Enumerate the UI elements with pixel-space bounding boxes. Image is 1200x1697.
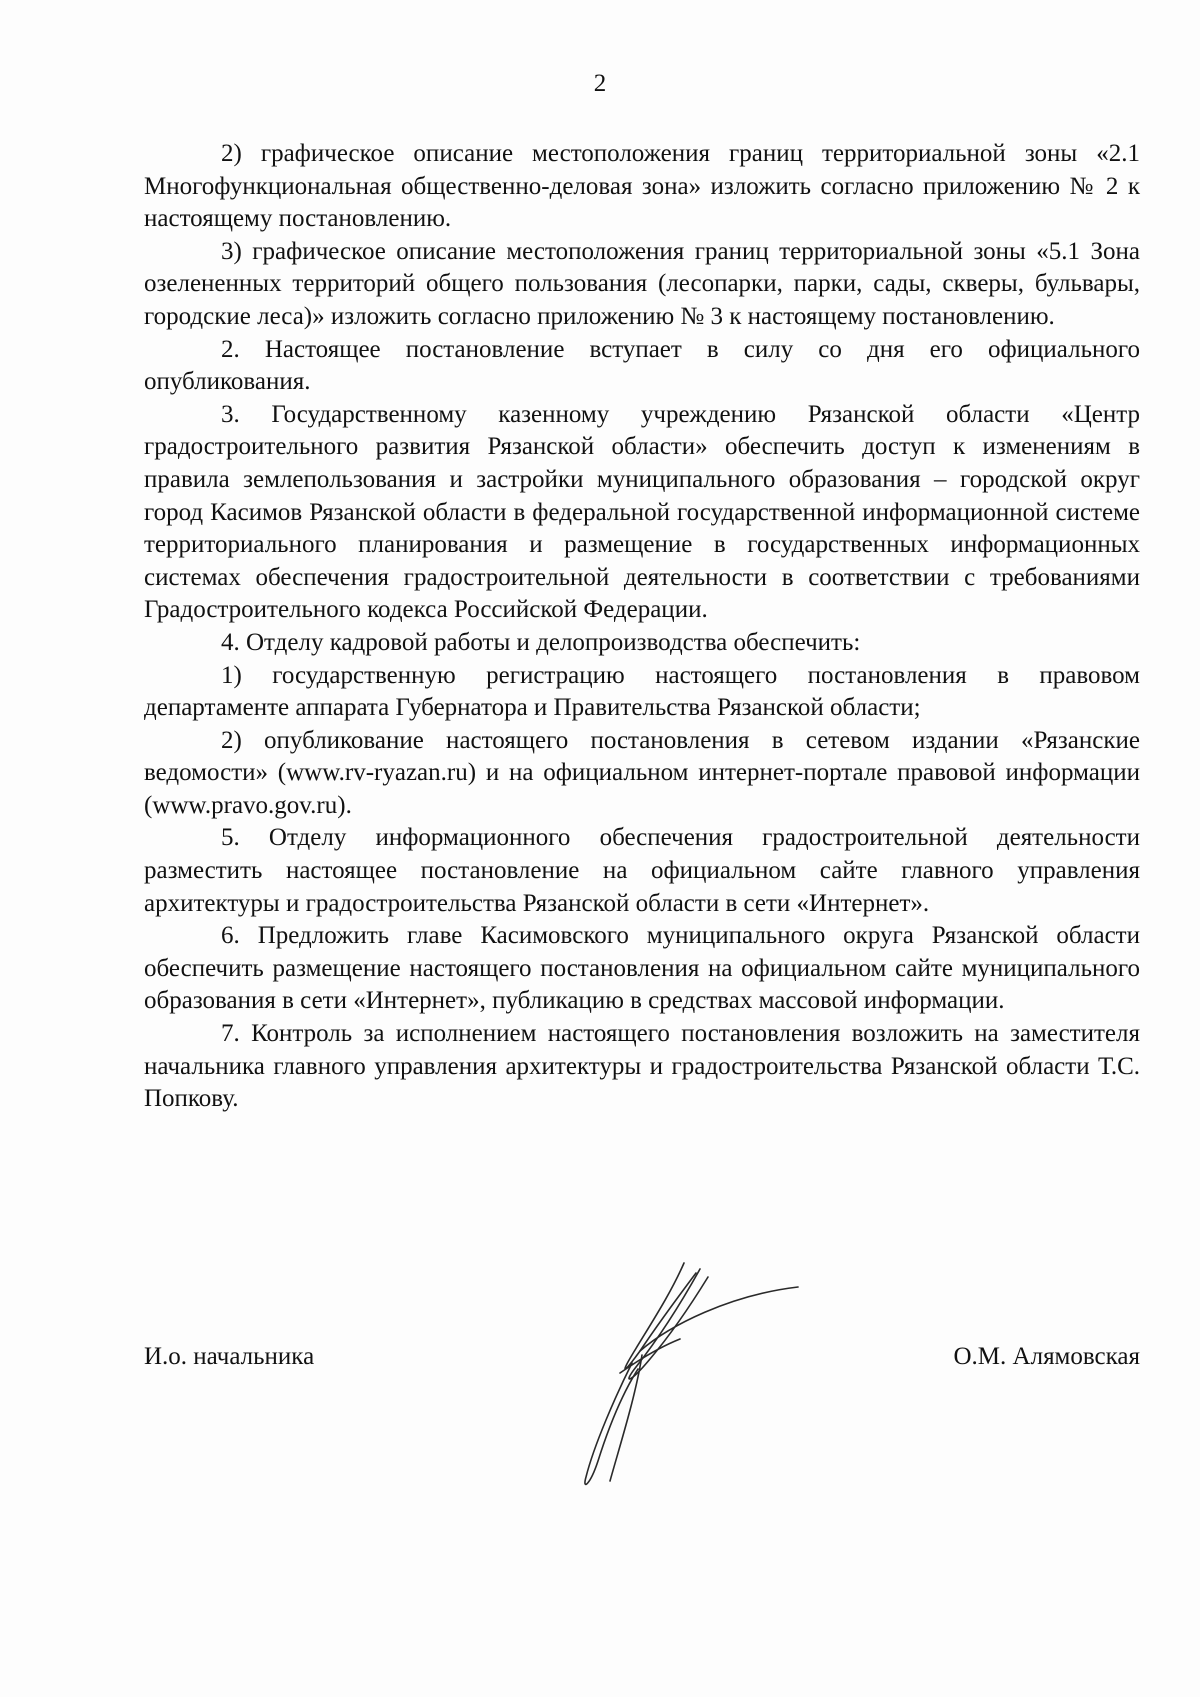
paragraph-4-2-publication: 2) опубликование настоящего постановления в сетевом издании «Рязанские ведомости» (www.rv-ryazan.ru) и на официальном интернет-портале правовой информации (www.pravo.gov.ru). [144, 726, 1140, 819]
paragraph-2-effective-date: 2. Настоящее постановление вступает в силу со дня его официального опубликования. [144, 335, 1140, 396]
page-number: 2 [593, 70, 607, 97]
document-body [144, 138, 1140, 1116]
signatory-position: И.о. начальника [144, 1343, 315, 1370]
paragraph-1-3-zone-description: 3) графическое описание местоположения границ территориальной зоны «5.1 Зона озелененных территорий общего пользования (лесопарки, парки, сады, скверы, бульвары, городские леса)» изложить согласно приложению № 3 к настоящему постановлению. [144, 237, 1140, 330]
paragraph-4-1-registration: 1) государственную регистрацию настоящего постановления в правовом департаменте аппарата Губернатора и Правительства Рязанской области; [144, 661, 1140, 722]
paragraph-6-municipal-posting: 6. Предложить главе Касимовского муниципального округа Рязанской области обеспечить размещение настоящего постановления на официальном сайте муниципального образования в сети «Интернет», публикацию в средствах массовой информации. [144, 922, 1140, 1015]
paragraph-5-website-posting: 5. Отделу информационного обеспечения градостроительной деятельности разместить настоящее постановление на официальном сайте главного управления архитектуры и градостроительства Рязанской области в сети «Интернет». [144, 824, 1140, 917]
paragraph-7-control: 7. Контроль за исполнением настоящего постановления возложить на заместителя начальника главного управления архитектуры и градостроительства Рязанской области Т.С. Попкову. [144, 1020, 1140, 1113]
signatory-name: О.М. Алямовская [953, 1343, 1140, 1370]
paragraph-4-personnel-department: 4. Отделу кадровой работы и делопроизводства обеспечить: [221, 628, 861, 656]
handwritten-signature [580, 1255, 880, 1505]
signature-block [144, 1343, 1140, 1379]
paragraph-1-2-zone-description: 2) графическое описание местоположения границ территориальной зоны «2.1 Многофункциональная общественно-деловая зона» изложить согласно приложению № 2 к настоящему постановлению. [144, 140, 1140, 233]
paragraph-3-access: 3. Государственному казенному учреждению Рязанской области «Центр градостроительного развития Рязанской области» обеспечить доступ к изменениям в правила землепользования и застройки муниципального образования – городской округ город Касимов Рязанской области в федеральной государственной информационной системе территориального планирования и размещение в государственных информационных системах обеспечения градостроительной деятельности в соответствии с требованиями Градостроительного кодекса Российской Федерации. [144, 400, 1140, 624]
